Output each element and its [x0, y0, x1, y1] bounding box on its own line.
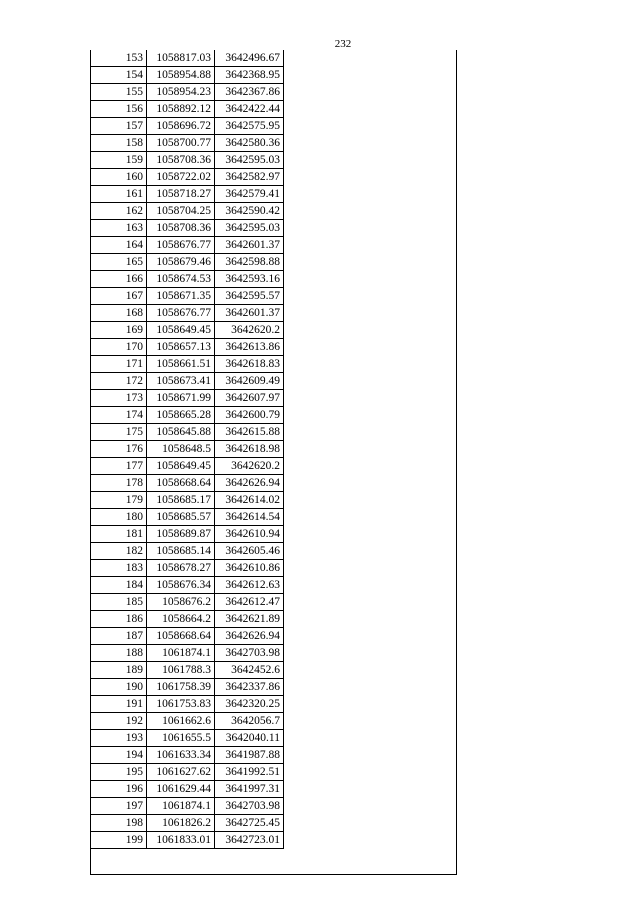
point-number-cell: 192: [91, 713, 147, 730]
table-row: [91, 339, 284, 356]
y-coordinate-cell: 3642580.36: [215, 135, 284, 152]
y-coordinate-cell: 3642618.83: [215, 356, 284, 373]
y-coordinate-cell: 3642575.95: [215, 118, 284, 135]
point-number-cell: 160: [91, 169, 147, 186]
y-coordinate-cell: 3642368.95: [215, 67, 284, 84]
x-coordinate-cell: 1058665.28: [147, 407, 215, 424]
point-number-cell: 169: [91, 322, 147, 339]
y-coordinate-cell: 3642607.97: [215, 390, 284, 407]
table-row: [91, 458, 284, 475]
table-row: [91, 696, 284, 713]
table-row: [91, 594, 284, 611]
point-number-cell: 163: [91, 220, 147, 237]
x-coordinate-cell: 1058649.45: [147, 322, 215, 339]
table-row: [91, 50, 284, 67]
table-row: [91, 492, 284, 509]
x-coordinate-cell: 1058676.77: [147, 305, 215, 322]
x-coordinate-cell: 1058704.25: [147, 203, 215, 220]
y-coordinate-cell: 3642612.63: [215, 577, 284, 594]
y-coordinate-cell: 3641987.88: [215, 747, 284, 764]
point-number-cell: 198: [91, 815, 147, 832]
point-number-cell: 189: [91, 662, 147, 679]
point-number-cell: 173: [91, 390, 147, 407]
point-number-cell: 176: [91, 441, 147, 458]
x-coordinate-cell: 1058954.88: [147, 67, 215, 84]
table-row: [91, 67, 284, 84]
table-row: [91, 373, 284, 390]
point-number-cell: 156: [91, 101, 147, 118]
y-coordinate-cell: 3642593.16: [215, 271, 284, 288]
y-coordinate-cell: 3642598.88: [215, 254, 284, 271]
x-coordinate-cell: 1061874.1: [147, 645, 215, 662]
table-row: [91, 747, 284, 764]
x-coordinate-cell: 1058685.57: [147, 509, 215, 526]
point-number-cell: 165: [91, 254, 147, 271]
x-coordinate-cell: 1061874.1: [147, 798, 215, 815]
y-coordinate-cell: 3642621.89: [215, 611, 284, 628]
table-row: [91, 441, 284, 458]
x-coordinate-cell: 1058676.2: [147, 594, 215, 611]
table-row: [91, 526, 284, 543]
x-coordinate-cell: 1058671.99: [147, 390, 215, 407]
x-coordinate-cell: 1061633.34: [147, 747, 215, 764]
y-coordinate-cell: 3642723.01: [215, 832, 284, 849]
point-number-cell: 153: [91, 50, 147, 67]
y-coordinate-cell: 3642600.79: [215, 407, 284, 424]
table-row: [91, 169, 284, 186]
y-coordinate-cell: 3642620.2: [215, 458, 284, 475]
table-row: [91, 560, 284, 577]
point-number-cell: 170: [91, 339, 147, 356]
x-coordinate-cell: 1061629.44: [147, 781, 215, 798]
table-row: [91, 101, 284, 118]
y-coordinate-cell: 3642320.25: [215, 696, 284, 713]
y-coordinate-cell: 3642703.98: [215, 645, 284, 662]
y-coordinate-cell: 3642613.86: [215, 339, 284, 356]
y-coordinate-cell: 3642595.57: [215, 288, 284, 305]
point-number-cell: 190: [91, 679, 147, 696]
x-coordinate-cell: 1058817.03: [147, 50, 215, 67]
x-coordinate-cell: 1058657.13: [147, 339, 215, 356]
point-number-cell: 182: [91, 543, 147, 560]
point-number-cell: 155: [91, 84, 147, 101]
point-number-cell: 154: [91, 67, 147, 84]
point-number-cell: 193: [91, 730, 147, 747]
x-coordinate-cell: 1058649.45: [147, 458, 215, 475]
x-coordinate-cell: 1058892.12: [147, 101, 215, 118]
point-number-cell: 187: [91, 628, 147, 645]
point-number-cell: 180: [91, 509, 147, 526]
y-coordinate-cell: 3642615.88: [215, 424, 284, 441]
point-number-cell: 166: [91, 271, 147, 288]
y-coordinate-cell: 3642056.7: [215, 713, 284, 730]
coordinates-table: [90, 50, 284, 849]
point-number-cell: 195: [91, 764, 147, 781]
x-coordinate-cell: 1061655.5: [147, 730, 215, 747]
point-number-cell: 194: [91, 747, 147, 764]
x-coordinate-cell: 1058685.14: [147, 543, 215, 560]
point-number-cell: 172: [91, 373, 147, 390]
y-coordinate-cell: 3642367.86: [215, 84, 284, 101]
x-coordinate-cell: 1058661.51: [147, 356, 215, 373]
y-coordinate-cell: 3642422.44: [215, 101, 284, 118]
coordinates-table-frame: [90, 50, 457, 875]
point-number-cell: 184: [91, 577, 147, 594]
x-coordinate-cell: 1058679.46: [147, 254, 215, 271]
table-row: [91, 84, 284, 101]
point-number-cell: 167: [91, 288, 147, 305]
y-coordinate-cell: 3641992.51: [215, 764, 284, 781]
point-number-cell: 199: [91, 832, 147, 849]
table-row: [91, 424, 284, 441]
x-coordinate-cell: 1058689.87: [147, 526, 215, 543]
y-coordinate-cell: 3642590.42: [215, 203, 284, 220]
point-number-cell: 171: [91, 356, 147, 373]
point-number-cell: 188: [91, 645, 147, 662]
y-coordinate-cell: 3642609.49: [215, 373, 284, 390]
table-row: [91, 764, 284, 781]
y-coordinate-cell: 3642601.37: [215, 305, 284, 322]
point-number-cell: 162: [91, 203, 147, 220]
table-row: [91, 832, 284, 849]
table-row: [91, 577, 284, 594]
y-coordinate-cell: 3642605.46: [215, 543, 284, 560]
y-coordinate-cell: 3642725.45: [215, 815, 284, 832]
x-coordinate-cell: 1061833.01: [147, 832, 215, 849]
table-row: [91, 237, 284, 254]
point-number-cell: 178: [91, 475, 147, 492]
table-row: [91, 271, 284, 288]
table-row: [91, 254, 284, 271]
x-coordinate-cell: 1058671.35: [147, 288, 215, 305]
table-row: [91, 356, 284, 373]
x-coordinate-cell: 1061662.6: [147, 713, 215, 730]
y-coordinate-cell: 3642703.98: [215, 798, 284, 815]
table-row: [91, 509, 284, 526]
point-number-cell: 159: [91, 152, 147, 169]
x-coordinate-cell: 1058696.72: [147, 118, 215, 135]
x-coordinate-cell: 1058676.77: [147, 237, 215, 254]
x-coordinate-cell: 1058708.36: [147, 152, 215, 169]
y-coordinate-cell: 3642614.54: [215, 509, 284, 526]
point-number-cell: 183: [91, 560, 147, 577]
y-coordinate-cell: 3642595.03: [215, 220, 284, 237]
x-coordinate-cell: 1058645.88: [147, 424, 215, 441]
table-row: [91, 135, 284, 152]
page-number: 232: [334, 38, 352, 50]
x-coordinate-cell: 1058678.27: [147, 560, 215, 577]
y-coordinate-cell: 3642579.41: [215, 186, 284, 203]
table-row: [91, 730, 284, 747]
x-coordinate-cell: 1061753.83: [147, 696, 215, 713]
x-coordinate-cell: 1058722.02: [147, 169, 215, 186]
table-row: [91, 645, 284, 662]
point-number-cell: 181: [91, 526, 147, 543]
point-number-cell: 164: [91, 237, 147, 254]
x-coordinate-cell: 1061826.2: [147, 815, 215, 832]
table-row: [91, 288, 284, 305]
x-coordinate-cell: 1058708.36: [147, 220, 215, 237]
y-coordinate-cell: 3642610.86: [215, 560, 284, 577]
y-coordinate-cell: 3642614.02: [215, 492, 284, 509]
x-coordinate-cell: 1058664.2: [147, 611, 215, 628]
table-row: [91, 152, 284, 169]
table-row: [91, 203, 284, 220]
point-number-cell: 168: [91, 305, 147, 322]
point-number-cell: 179: [91, 492, 147, 509]
y-coordinate-cell: 3642626.94: [215, 628, 284, 645]
point-number-cell: 161: [91, 186, 147, 203]
table-row: [91, 815, 284, 832]
point-number-cell: 191: [91, 696, 147, 713]
point-number-cell: 196: [91, 781, 147, 798]
x-coordinate-cell: 1058673.41: [147, 373, 215, 390]
point-number-cell: 175: [91, 424, 147, 441]
table-row: [91, 118, 284, 135]
point-number-cell: 174: [91, 407, 147, 424]
table-row: [91, 798, 284, 815]
table-row: [91, 781, 284, 798]
x-coordinate-cell: 1058668.64: [147, 628, 215, 645]
x-coordinate-cell: 1058668.64: [147, 475, 215, 492]
table-row: [91, 611, 284, 628]
y-coordinate-cell: 3642610.94: [215, 526, 284, 543]
x-coordinate-cell: 1061627.62: [147, 764, 215, 781]
y-coordinate-cell: 3642040.11: [215, 730, 284, 747]
table-row: [91, 390, 284, 407]
y-coordinate-cell: 3642612.47: [215, 594, 284, 611]
point-number-cell: 185: [91, 594, 147, 611]
table-row: [91, 662, 284, 679]
y-coordinate-cell: 3642626.94: [215, 475, 284, 492]
table-row: [91, 679, 284, 696]
y-coordinate-cell: 3642582.97: [215, 169, 284, 186]
table-row: [91, 305, 284, 322]
y-coordinate-cell: 3641997.31: [215, 781, 284, 798]
x-coordinate-cell: 1058674.53: [147, 271, 215, 288]
table-row: [91, 186, 284, 203]
x-coordinate-cell: 1058685.17: [147, 492, 215, 509]
table-row: [91, 543, 284, 560]
x-coordinate-cell: 1058954.23: [147, 84, 215, 101]
table-row: [91, 628, 284, 645]
y-coordinate-cell: 3642496.67: [215, 50, 284, 67]
x-coordinate-cell: 1058648.5: [147, 441, 215, 458]
point-number-cell: 186: [91, 611, 147, 628]
point-number-cell: 197: [91, 798, 147, 815]
y-coordinate-cell: 3642618.98: [215, 441, 284, 458]
point-number-cell: 177: [91, 458, 147, 475]
y-coordinate-cell: 3642595.03: [215, 152, 284, 169]
y-coordinate-cell: 3642337.86: [215, 679, 284, 696]
x-coordinate-cell: 1061788.3: [147, 662, 215, 679]
y-coordinate-cell: 3642601.37: [215, 237, 284, 254]
table-row: [91, 220, 284, 237]
table-row: [91, 475, 284, 492]
x-coordinate-cell: 1061758.39: [147, 679, 215, 696]
point-number-cell: 157: [91, 118, 147, 135]
table-row: [91, 713, 284, 730]
table-row: [91, 322, 284, 339]
point-number-cell: 158: [91, 135, 147, 152]
y-coordinate-cell: 3642620.2: [215, 322, 284, 339]
x-coordinate-cell: 1058718.27: [147, 186, 215, 203]
x-coordinate-cell: 1058700.77: [147, 135, 215, 152]
y-coordinate-cell: 3642452.6: [215, 662, 284, 679]
table-row: [91, 407, 284, 424]
x-coordinate-cell: 1058676.34: [147, 577, 215, 594]
coordinates-table-body: [91, 50, 284, 849]
